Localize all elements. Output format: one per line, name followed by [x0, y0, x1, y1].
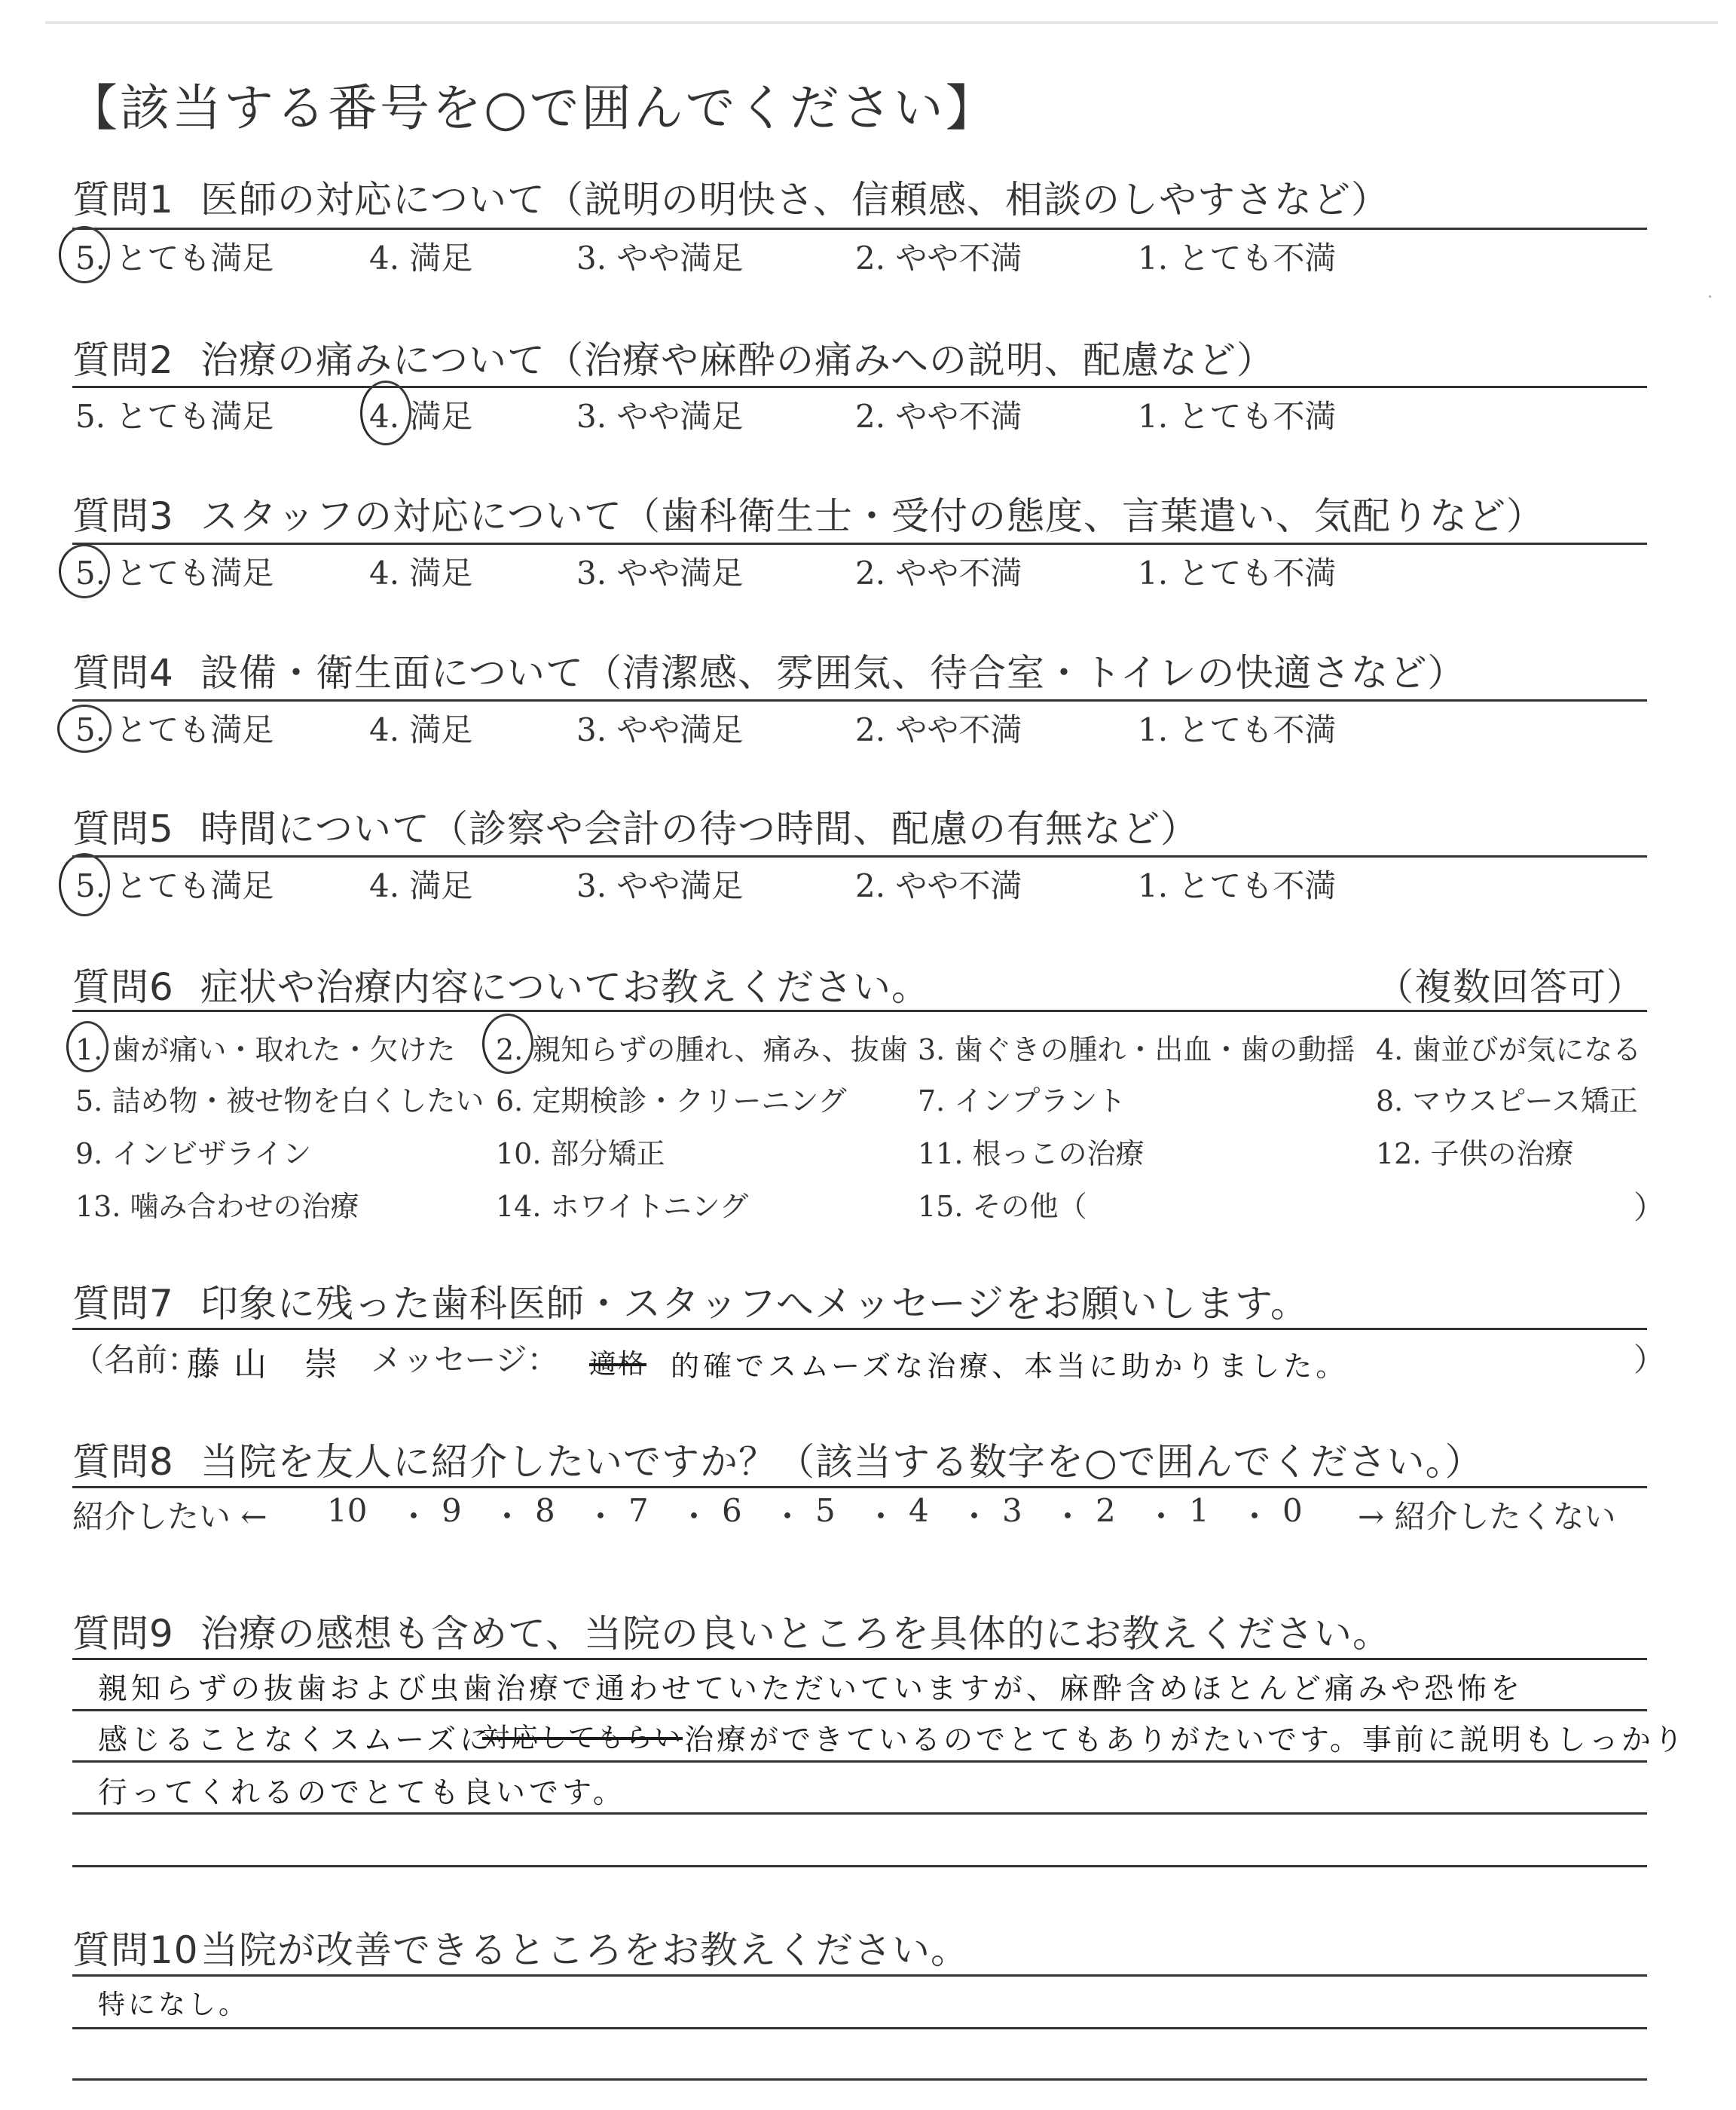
q7-name-value[interactable]: 藤山 崇	[187, 1345, 351, 1384]
question-9-number: 質問9	[72, 1612, 174, 1656]
question-9-title	[72, 1604, 1391, 1658]
q3-option-4[interactable]: 4. 満足	[369, 555, 473, 592]
q6-option-10[interactable]: 10. 部分矯正	[496, 1137, 665, 1170]
question-6-title	[72, 957, 1645, 1011]
question-4-number: 質問4	[72, 651, 174, 695]
q2-selection-circle	[360, 381, 411, 445]
q10-writing-line-3	[72, 2078, 1647, 2081]
question-10-text: 当院が改善できるところをお教えください。	[200, 1928, 969, 1972]
q1-option-2[interactable]: 2. やや不満	[855, 240, 1022, 277]
q6-option-4[interactable]: 4. 歯並びが気になる	[1376, 1033, 1642, 1066]
q8-separator: ・	[585, 1498, 617, 1535]
question-5-title	[72, 799, 1199, 853]
q9-answer-line-2a[interactable]: 感じることなくスムーズに	[98, 1723, 494, 1757]
q6-option-6[interactable]: 6. 定期検診・クリーニング	[496, 1084, 847, 1118]
question-5-text: 時間について（診察や会計の待つ時間、配慮の有無など）	[200, 807, 1199, 851]
q8-score-1[interactable]: 1	[1189, 1492, 1209, 1529]
q8-score-9[interactable]: 9	[442, 1492, 462, 1529]
q2-option-4[interactable]: 4. 満足	[369, 398, 473, 435]
question-7-title	[72, 1274, 1309, 1328]
question-1-title	[72, 170, 1389, 224]
q8-right-label: → 紹介したくない	[1358, 1498, 1616, 1535]
question-2-text: 治療の痛みについて（治療や麻酔の痛みへの説明、配慮など）	[200, 338, 1275, 382]
q8-score-7[interactable]: 7	[628, 1492, 649, 1529]
q4-option-2[interactable]: 2. やや不満	[855, 711, 1022, 748]
q8-left-label: 紹介したい ←	[72, 1498, 267, 1535]
q8-separator: ・	[398, 1498, 430, 1535]
q1-option-4[interactable]: 4. 満足	[369, 240, 473, 277]
q7-message-value[interactable]: 的確でスムーズな治療、本当に助かりました。	[671, 1350, 1349, 1383]
question-5-rule	[72, 855, 1647, 858]
question-9-text: 治療の感想も含めて、当院の良いところを具体的にお教えください。	[200, 1612, 1391, 1656]
question-8-number: 質問8	[72, 1440, 174, 1484]
question-10-title	[72, 1920, 969, 1974]
q6-option-8[interactable]: 8. マウスピース矯正	[1376, 1084, 1638, 1118]
question-1-number: 質問1	[72, 178, 174, 222]
q6-option-12[interactable]: 12. 子供の治療	[1376, 1137, 1574, 1170]
question-2-rule	[72, 386, 1647, 388]
q8-separator: ・	[1145, 1498, 1178, 1535]
q6-option-3[interactable]: 3. 歯ぐきの腫れ・出血・歯の動揺	[918, 1033, 1355, 1066]
question-1-text: 医師の対応について（説明の明快さ、信頼感、相談のしやすさなど）	[200, 178, 1389, 222]
q8-separator: ・	[958, 1498, 991, 1535]
q6-option-5[interactable]: 5. 詰め物・被せ物を白くしたい	[75, 1084, 484, 1118]
question-3-text: スタッフの対応について（歯科衛生士・受付の態度、言葉遣い、気配りなど）	[200, 494, 1545, 538]
q6-selection-circle-2	[482, 1014, 533, 1074]
question-8-rule	[72, 1486, 1647, 1488]
q9-answer-line-3[interactable]: 行ってくれるのでとても良いです。	[98, 1776, 626, 1810]
q4-option-4[interactable]: 4. 満足	[369, 711, 473, 748]
q4-selection-circle	[57, 705, 112, 753]
q8-separator: ・	[678, 1498, 711, 1535]
q3-option-5[interactable]: 5. とても満足	[75, 555, 274, 592]
q9-writing-line-2	[72, 1709, 1647, 1711]
q3-option-2[interactable]: 2. やや不満	[855, 555, 1022, 592]
q2-option-3[interactable]: 3. やや満足	[576, 398, 744, 435]
q7-message-label: メッセージ：	[371, 1341, 559, 1378]
question-2-number: 質問2	[72, 338, 174, 382]
q2-option-2[interactable]: 2. やや不満	[855, 398, 1022, 435]
q8-score-4[interactable]: 4	[909, 1492, 929, 1529]
q6-other-closing-paren: ）	[1634, 1189, 1666, 1226]
q8-score-6[interactable]: 6	[722, 1492, 742, 1529]
q6-option-11[interactable]: 11. 根っこの治療	[918, 1137, 1145, 1170]
question-3-rule	[72, 543, 1647, 545]
q9-writing-line-4	[72, 1812, 1647, 1815]
q8-separator: ・	[491, 1498, 524, 1535]
q3-option-1[interactable]: 1. とても不満	[1138, 555, 1337, 592]
question-4-rule	[72, 699, 1647, 702]
q5-option-4[interactable]: 4. 満足	[369, 867, 473, 904]
q5-option-1[interactable]: 1. とても不満	[1138, 867, 1337, 904]
q7-closing-paren: ）	[1634, 1341, 1666, 1378]
q8-score-5[interactable]: 5	[815, 1492, 836, 1529]
q4-option-5[interactable]: 5. とても満足	[75, 711, 274, 748]
question-8-text: 当院を友人に紹介したいですか？（該当する数字を○で囲んでください。）	[200, 1440, 1484, 1484]
question-10-number: 質問10	[72, 1928, 199, 1972]
q9-writing-line-5	[72, 1865, 1647, 1867]
q1-selection-circle	[59, 226, 110, 283]
q3-selection-circle	[59, 544, 110, 598]
question-5-number: 質問5	[72, 807, 174, 851]
question-7-number: 質問7	[72, 1282, 174, 1326]
q8-score-2[interactable]: 2	[1096, 1492, 1116, 1529]
q3-option-3[interactable]: 3. やや満足	[576, 555, 744, 592]
question-8-title	[72, 1432, 1484, 1486]
q8-score-10[interactable]: 10	[327, 1492, 368, 1529]
question-7-text: 印象に残った歯科医師・スタッフへメッセージをお願いします。	[200, 1282, 1309, 1326]
question-2-title	[72, 330, 1275, 384]
q2-option-1[interactable]: 1. とても不満	[1138, 398, 1337, 435]
question-4-text: 設備・衛生面について（清潔感、雰囲気、待合室・トイレの快適さなど）	[200, 651, 1466, 695]
q8-separator: ・	[865, 1498, 897, 1535]
q8-separator: ・	[1239, 1498, 1271, 1535]
question-6-text: 症状や治療内容についてお教えください。	[200, 965, 930, 1009]
q8-score-0[interactable]: 0	[1282, 1492, 1303, 1529]
question-4-title	[72, 643, 1466, 697]
q7-name-label: （名前：	[72, 1341, 200, 1378]
q6-option-9[interactable]: 9. インビザライン	[75, 1137, 312, 1170]
q5-option-2[interactable]: 2. やや不満	[855, 867, 1022, 904]
q1-option-3[interactable]: 3. やや満足	[576, 240, 744, 277]
q6-option-13[interactable]: 13. 噛み合わせの治療	[75, 1190, 359, 1223]
q10-answer[interactable]: 特になし。	[98, 1989, 249, 2020]
q5-option-3[interactable]: 3. やや満足	[576, 867, 744, 904]
q5-selection-circle	[59, 853, 110, 916]
q1-option-5[interactable]: 5. とても満足	[75, 240, 274, 277]
q9-answer-struck-words: 対応してもらい	[482, 1723, 683, 1754]
q6-option-2[interactable]: 2. 親知らずの腫れ、痛み、抜歯	[496, 1033, 908, 1066]
question-6-rule	[72, 1010, 1647, 1012]
q6-option-1[interactable]: 1. 歯が痛い・取れた・欠けた	[75, 1033, 456, 1066]
q9-answer-line-2b[interactable]: 治療ができているのでとてもありがたいです。事前に説明もしっかり	[684, 1723, 1686, 1757]
q6-option-14[interactable]: 14. ホワイトニング	[496, 1190, 749, 1223]
q9-writing-line-3	[72, 1760, 1647, 1763]
q1-option-1[interactable]: 1. とても不満	[1138, 240, 1337, 277]
q2-option-5[interactable]: 5. とても満足	[75, 398, 274, 435]
q9-writing-line-1	[72, 1658, 1647, 1660]
q7-message-struck-word: 適格	[589, 1349, 647, 1380]
q8-separator: ・	[1052, 1498, 1084, 1535]
question-6-multiple-note: （複数回答可）	[1376, 965, 1645, 1009]
q4-option-1[interactable]: 1. とても不満	[1138, 711, 1337, 748]
q10-writing-line-1	[72, 1974, 1647, 1977]
question-1-rule	[72, 228, 1647, 230]
q6-selection-circle-1	[66, 1021, 108, 1072]
q6-option-15-other[interactable]: 15. その他（	[918, 1190, 1087, 1223]
q10-writing-line-2	[72, 2027, 1647, 2029]
q8-score-8[interactable]: 8	[535, 1492, 555, 1529]
q9-answer-line-1[interactable]: 親知らずの抜歯および虫歯治療で通わせていただいていますが、麻酔含めほとんど痛みや恐怖を	[98, 1672, 1524, 1706]
question-3-number: 質問3	[72, 494, 174, 538]
question-3-title	[72, 486, 1545, 540]
q4-option-3[interactable]: 3. やや満足	[576, 711, 744, 748]
page-title: 【該当する番号を○で囲んでください】	[68, 79, 998, 137]
question-6-number: 質問6	[72, 965, 174, 1009]
q8-separator: ・	[772, 1498, 804, 1535]
q8-score-3[interactable]: 3	[1002, 1492, 1022, 1529]
q6-option-7[interactable]: 7. インプラント	[918, 1084, 1126, 1118]
q5-option-5[interactable]: 5. とても満足	[75, 867, 274, 904]
question-7-rule	[72, 1328, 1647, 1330]
scan-speck	[1709, 295, 1711, 298]
top-edge-rule	[45, 21, 1718, 24]
